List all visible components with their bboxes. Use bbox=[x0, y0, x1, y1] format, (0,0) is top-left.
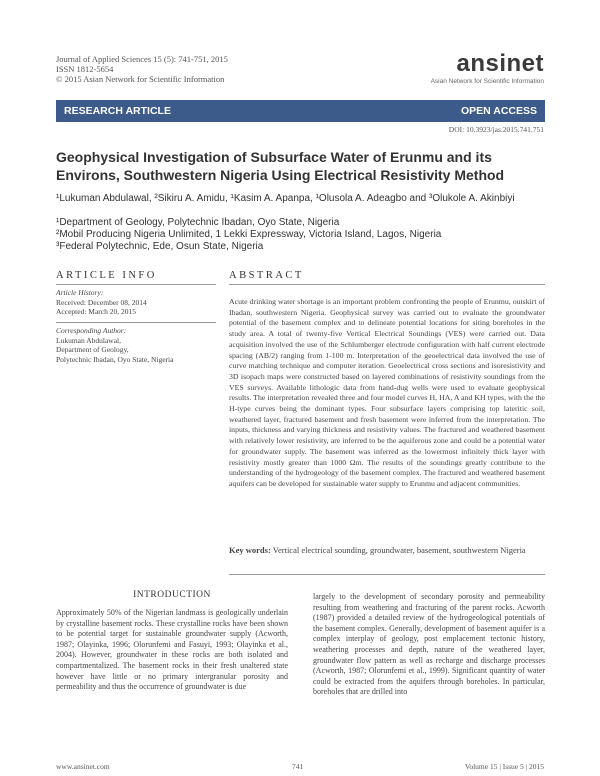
authors: ¹Lukuman Abdulawal, ²Sikiru A. Amidu, ¹Kasim A. Apanpa, ¹Olusola A. Adeagbo and ³Olukole A. Akinbiyi bbox=[56, 193, 515, 204]
corresponding-name: Lukuman Abdulawal, bbox=[56, 335, 121, 345]
article-info-divider bbox=[56, 284, 216, 285]
publisher-logo bbox=[431, 50, 544, 85]
intro-left-column: Approximately 50% of the Nigerian landmass is geologically underlain by crystalline basement rocks. These crystalline rocks have been shown to be potential target for sustainable groundwater supply (Acworth, 1987; Olayinka, 1996; Olorunfemi and Fasuyi, 1993; Olayinka et al., 2004). However, groundwater in these rocks are both isolated and compartmentalized. The basement rocks in their fresh unaltered state however have little or no primary intergranular porosity and permeability and thus the occurrence of groundwater is due bbox=[56, 608, 288, 692]
footer-volume: Volume 15 | Issue 5 | 2015 bbox=[464, 762, 544, 771]
affiliation-3: ³Federal Polytechnic, Ede, Osun State, Nigeria bbox=[56, 241, 264, 252]
corresponding-dept: Department of Geology, bbox=[56, 345, 129, 354]
article-history bbox=[56, 288, 221, 317]
page-number: 741 bbox=[292, 762, 304, 771]
paper-title: Geophysical Investigation of Subsurface Water of Erunmu and its Environs, Southwestern Nigeria Using Electrical Resistivity Method bbox=[56, 149, 505, 183]
corresponding-author bbox=[56, 326, 221, 364]
open-access-label: OPEN ACCESS bbox=[460, 105, 537, 117]
footer-website[interactable]: www.ansinet.com bbox=[56, 762, 110, 771]
journal-citation: Journal of Applied Sciences 15 (5): 741-751, 2015 bbox=[56, 54, 228, 64]
journal-header bbox=[56, 54, 228, 84]
keywords-text: Vertical electrical sounding, groundwater, basement, southwestern Nigeria bbox=[272, 545, 526, 555]
intro-right-column: largely to the development of secondary porosity and permeability resulting from weathering and fracturing of the parent rocks. Acworth (1987) provided a detailed review of the hydrogeological potentials of the basement complex. Generally, development of basement aquifer is a complex interplay of geology, post emplacement tectonic history, weathering processes and depth, nature of the weathered layer, groundwater flow pattern as well as recharge and discharge processes (Acworth, 1987; Olorunfemi et al., 1999). Significant quantity of water could be extracted from the aquifers through boreholes. In particular, boreholes that are drilled into bbox=[313, 592, 545, 697]
abstract-text: Acute drinking water shortage is an important problem confronting the people of Erunmu, outskirt of Ibadan, southwestern Nigeria. Geophysical survey was carried out to evaluate the groundwater potential of the basement complex and to delineate potential locations for siting boreholes in the study area. A total of twenty-five Vertical Electrical Soundings (VES) were carried out. Data acquisition involved the use of the Schlumberger electrode configuration with half current electrode spacing (AB/2) ranging from 1-100 m. Interpretation of the geoelectrical data involved the use of curve matching technique and computer iteration. Geoelectrical cross sections and isoresistivity and 3D isopach maps were constructed based on layered combinations of resistivity soundings from the VES surveys. Available lithologic data from hand-dug wells were used to evaluate geophysical results. The interpretation revealed three and four model curves H, HA, A and KH types, with the the H-type curves being the dominant types. Four subsurface layers comprising top lateritic soil, weathered layer, fractured basement and fresh basement were inferred from the interpretation. The inputs, thickness and varying thickness and resistivity values. The fractured and weathered basement with relatively lower resistivity, are inferred to be the aquiferous zone and could be a potential water for groundwater supply. The basement was inferred as the lowermost infinitely thick layer with resistivity mostly greater than 1000 Ωm. The results of the soundings greatly contribute to the understanding of the hydrogeology of the basement complex. The fractured and weathered basement aquifers can be developed for sustainable water supply to Erunmu and adjacent communities. bbox=[229, 297, 545, 488]
corresponding-inst: Polytechnic Ibadan, Oyo State, Nigeria bbox=[56, 354, 174, 364]
journal-issn: ISSN 1812-5654 bbox=[56, 64, 114, 74]
keywords-divider bbox=[229, 574, 545, 575]
keywords-label: Key words: bbox=[229, 545, 271, 555]
abstract-divider bbox=[229, 284, 545, 285]
affiliation-1: ¹Department of Geology, Polytechnic Ibadan, Oyo State, Nigeria bbox=[56, 217, 340, 228]
article-info-heading: ARTICLE INFO bbox=[56, 270, 157, 281]
keywords bbox=[229, 545, 545, 556]
article-type-banner bbox=[56, 100, 545, 122]
research-article-label: RESEARCH ARTICLE bbox=[64, 105, 171, 117]
abstract-heading: ABSTRACT bbox=[229, 270, 304, 281]
doi[interactable]: DOI: 10.3923/jas.2015.741.751 bbox=[448, 125, 544, 134]
affiliation-2: ²Mobil Producing Nigeria Unlimited, 1 Lekki Expressway, Victoria Island, Lagos, Nigeria bbox=[56, 229, 442, 240]
history-label: Article History: bbox=[56, 288, 104, 297]
journal-copyright: © 2015 Asian Network for Scientific Information bbox=[56, 74, 225, 84]
article-info-divider-2 bbox=[56, 322, 216, 323]
accepted-date: Accepted: March 20, 2015 bbox=[56, 307, 136, 316]
received-date: Received: December 08, 2014 bbox=[56, 297, 147, 307]
corresponding-label: Corresponding Author: bbox=[56, 326, 127, 335]
logo-tagline: Asian Network for Scientific Information bbox=[430, 78, 544, 85]
logo-name: ansinet bbox=[456, 50, 544, 77]
introduction-heading: INTRODUCTION bbox=[133, 590, 211, 600]
